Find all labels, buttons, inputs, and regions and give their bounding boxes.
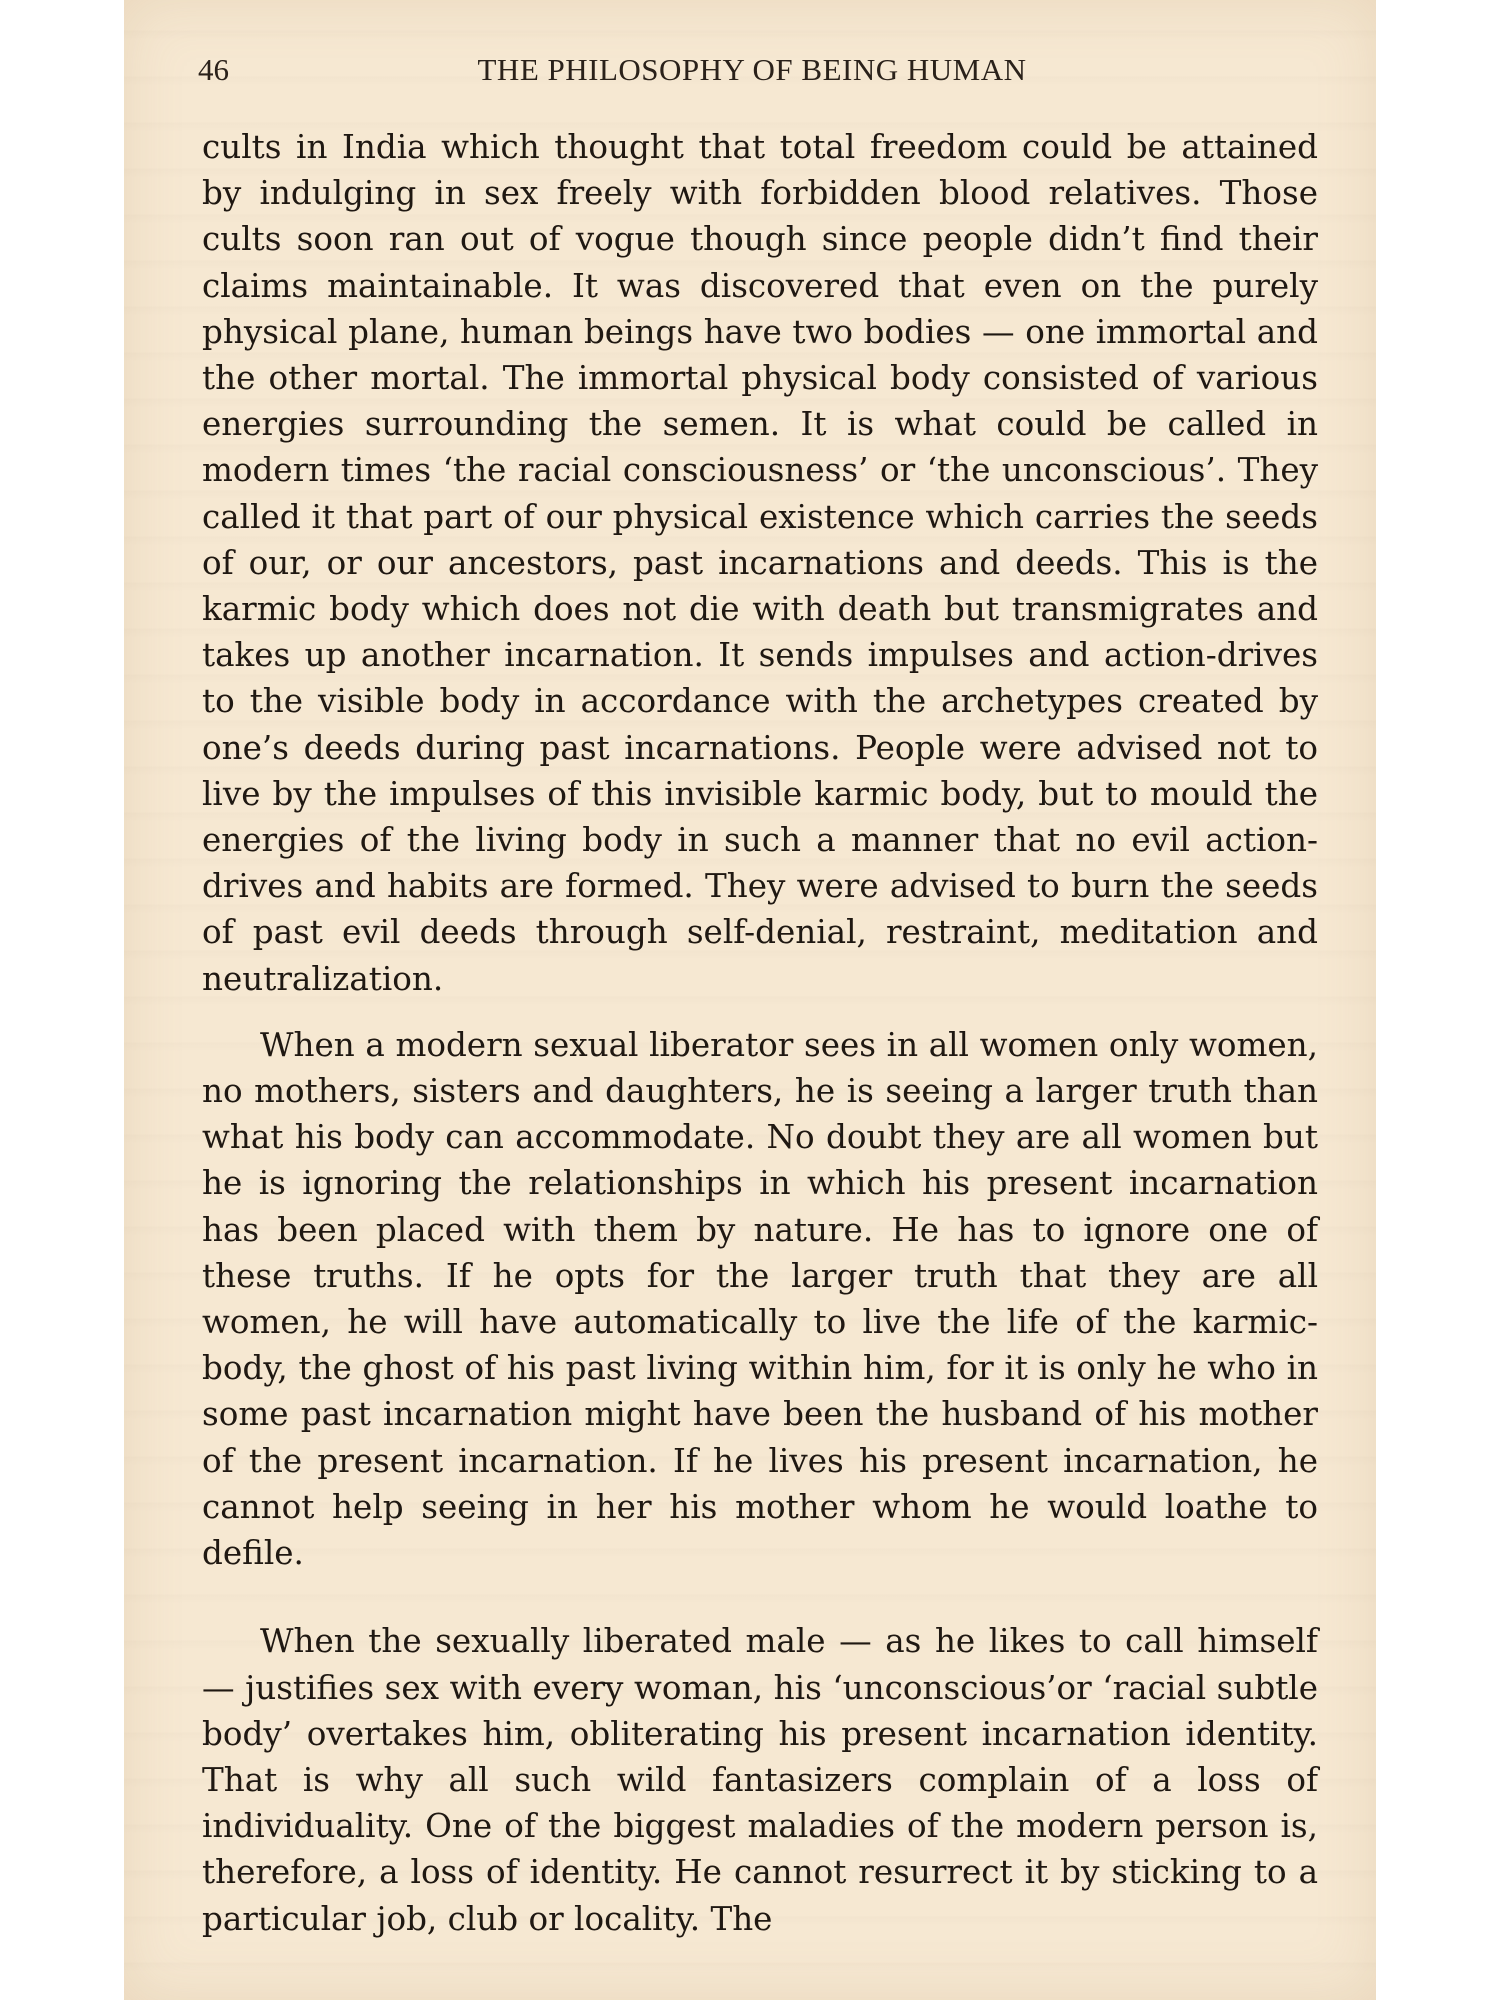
paragraph-1: cults in India which thought that total freedom could be attained by indulging in sex freely with forbidden blood relatives. Those cults soon ran out of vogue though since people didn’t find their claims maintainable. It was discovered that even on the purely physical plane, human beings have two bodies — one immortal and the other mortal. The immortal physical body consisted of various energies surrounding the semen. It is what could be called in modern times ‘the racial consciousness’ or ‘the unconscious’. They called it that part of our physical existence which carries the seeds of our, or our ancestors, past incarnations and deeds. This is the karmic body which does not die with death but transmigrates and takes up another incarnation. It sends impulses and action-drives to the visible body in accordance with the archetypes created by one’s deeds during past incarnations. People were advised not to live by the impulses of this invisible karmic body, but to mould the energies of the living body in such a manner that no evil action-drives and habits are formed. They were advised to burn the seeds of past evil deeds through self-denial, restraint, meditation and neutralization. xyxy=(202,128,1318,998)
paragraph-3: When the sexually liberated male — as he likes to call himself — justifies sex with every woman, his ‘unconscious’or ‘racial subtle body’ overtakes him, obliterating his present incarnation identity. That is why all such wild fantasizers complain of a loss of individuality. One of the biggest maladies of the modern person is, therefore, a loss of identity. He cannot resurrect it by sticking to a particular job, club or locality. The xyxy=(202,1622,1318,1938)
body-text xyxy=(202,124,1318,1942)
paragraph-2: When a modern sexual liberator sees in all women only women, no mothers, sisters and daughters, he is seeing a larger truth than what his body can accommodate. No doubt they are all women but he is ignoring the relationships in which his present incarnation has been placed with them by nature. He has to ignore one of these truths. If he opts for the larger truth that they are all women, he will have automatically to live the life of the karmic-body, the ghost of his past living within him, for it is only he who in some past incarnation might have been the husband of his mother of the present incarnation. If he lives his present incarnation, he cannot help seeing in her his mother whom he would loathe to defile. xyxy=(202,1025,1318,1573)
book-page xyxy=(124,0,1376,2000)
book-title: THE PHILOSOPHY OF BEING HUMAN xyxy=(477,52,1027,87)
page-number: 46 xyxy=(198,52,229,87)
running-head xyxy=(198,52,1306,92)
